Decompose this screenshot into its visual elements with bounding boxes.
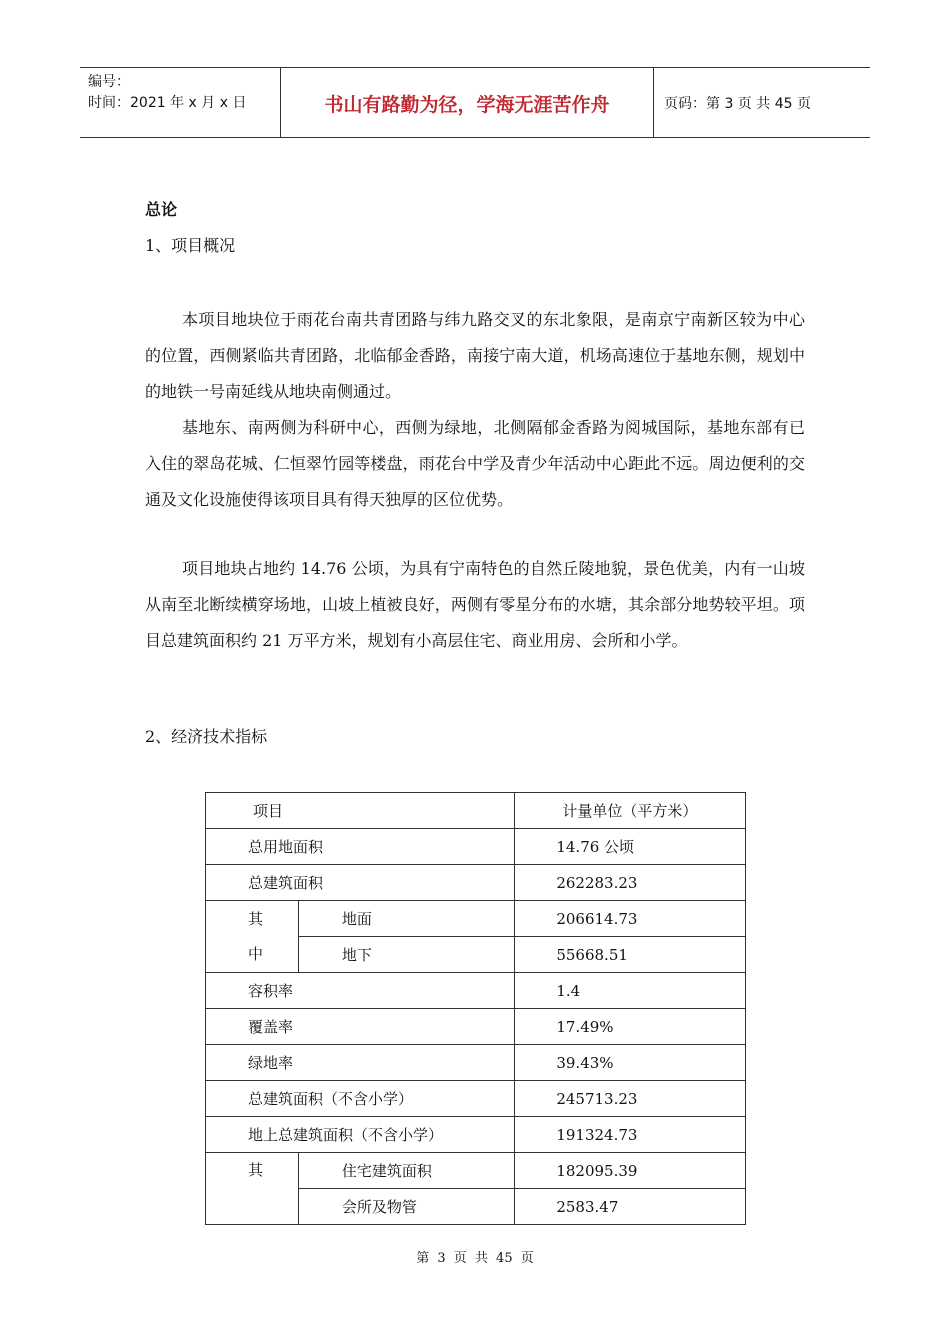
sub-row-label: 地下 (298, 937, 514, 973)
table-row (206, 1117, 746, 1153)
column-header-item: 项目 (206, 793, 515, 829)
sub-row-label: 地面 (298, 901, 514, 937)
row-value: 55668.51 (515, 937, 746, 973)
group-label-cell (206, 1153, 299, 1225)
paragraph-site: 项目地块占地约 14.76 公顷，为具有宁南特色的自然丘陵地貌，景色优美，内有一山坡从南至北断续横穿场地，山坡上植被良好，两侧有零星分布的水塘，其余部分地势较平坦。项目总建筑面积约 21 万平方米，规划有小高层住宅、商业用房、会所和小学。 (145, 559, 805, 650)
row-value: 182095.39 (515, 1153, 746, 1189)
row-label: 绿地率 (206, 1045, 515, 1081)
row-value: 245713.23 (515, 1081, 746, 1117)
row-label: 覆盖率 (206, 1009, 515, 1045)
page-footer: 第 3 页 共 45 页 (416, 1251, 534, 1266)
table-row (206, 973, 746, 1009)
row-value: 39.43% (515, 1045, 746, 1081)
section-1-title: 1、项目概况 (145, 236, 236, 255)
row-value: 1.4 (515, 973, 746, 1009)
group-label-qi: 其 (248, 909, 264, 928)
group-label-qi: 其 (248, 1161, 264, 1179)
table-row (206, 865, 746, 901)
paragraph-surroundings: 基地东、南两侧为科研中心，西侧为绿地，北侧隔郁金香路为阅城国际，基地东部有已入住的翠岛花城、仁恒翠竹园等楼盘，雨花台中学及青少年活动中心距此不远。周边便利的交通及文化设施使得该项目具有得天独厚的区位优势。 (145, 418, 805, 509)
table-row (206, 901, 746, 937)
document-number: 编号： (88, 74, 130, 90)
indicators-table (205, 792, 746, 1225)
page-header (80, 67, 870, 138)
sub-row-label: 会所及物管 (298, 1189, 514, 1225)
row-value: 206614.73 (515, 901, 746, 937)
column-header-unit: 计量单位（平方米） (515, 793, 746, 829)
row-value: 262283.23 (515, 865, 746, 901)
sub-row-label: 住宅建筑面积 (298, 1153, 514, 1189)
row-label: 总建筑面积（不含小学） (206, 1081, 515, 1117)
group-label-zhong: 中 (248, 944, 264, 963)
paragraph-location: 本项目地块位于雨花台南共青团路与纬九路交叉的东北象限，是南京宁南新区较为中心的位置，西侧紧临共青团路，北临郁金香路，南接宁南大道，机场高速位于基地东侧，规划中的地铁一号南延线从地块南侧通过。 (145, 310, 805, 401)
row-label: 总建筑面积 (206, 865, 515, 901)
row-value: 2583.47 (515, 1189, 746, 1225)
group-label-cell (206, 901, 299, 973)
header-divider (653, 68, 654, 137)
document-date: 时间：2021 年 x 月 x 日 (88, 95, 247, 111)
row-value: 191324.73 (515, 1117, 746, 1153)
table-header-row (206, 793, 746, 829)
table-row (206, 1081, 746, 1117)
table-row (206, 1009, 746, 1045)
table-row (206, 1045, 746, 1081)
row-value: 17.49% (515, 1009, 746, 1045)
header-motto: 书山有路勤为径，学海无涯苦作舟 (324, 94, 610, 116)
table-row (206, 1153, 746, 1189)
header-page-code: 页码：第 3 页 共 45 页 (664, 96, 811, 112)
row-label: 地上总建筑面积（不含小学） (206, 1117, 515, 1153)
row-label: 总用地面积 (206, 829, 515, 865)
row-label: 容积率 (206, 973, 515, 1009)
row-value: 14.76 公顷 (515, 829, 746, 865)
section-2-title: 2、经济技术指标 (145, 727, 268, 746)
table-row (206, 829, 746, 865)
general-heading: 总论 (145, 200, 178, 219)
